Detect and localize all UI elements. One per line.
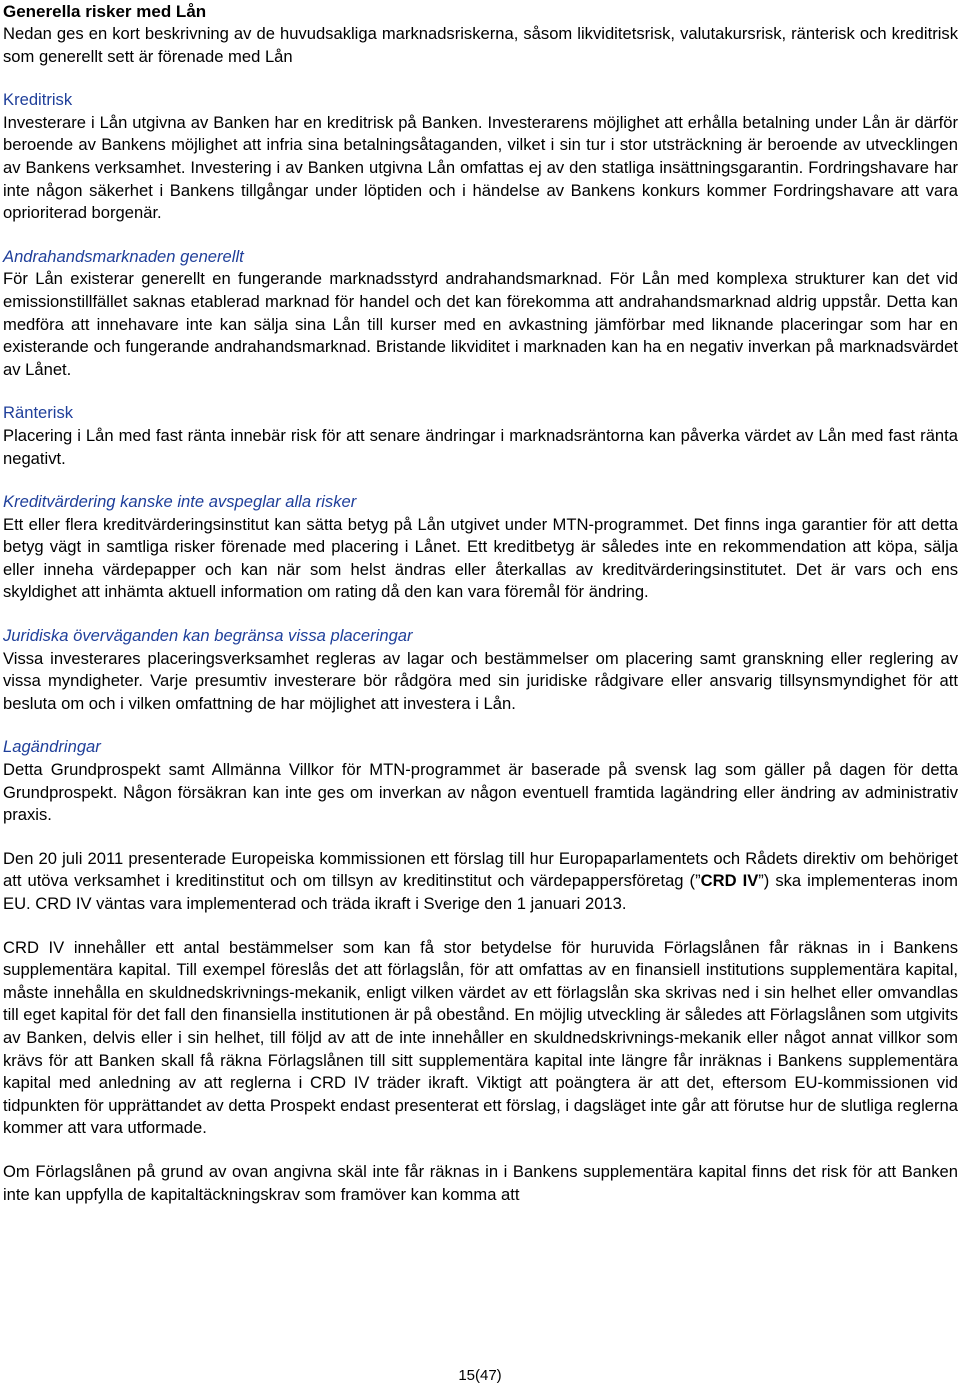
document-heading: Generella risker med Lån: [3, 2, 207, 21]
forlagslan-section: [3, 1161, 958, 1206]
crd-paragraph-start: Den 20 juli 2011 presenterade Europeiska kommissionen ett förslag till hur Europaparlamentets och Rådets direktiv om behöriget att utöva verksamhet i kreditinstitut och om tillsyn av kreditinstitut och värdepappersföretag (”: [3, 848, 958, 891]
section-body: Investerare i Lån utgivna av Banken har en kreditrisk på Banken. Investerarens möjlighet att erhålla betalning under Lån är därför beroende av Bankens möjlighet att infria sina betalningsåtaganden, vilket i sin tur i stor utsträckning är beroende av utvecklingen av Bankens verksamhet. Investering i av Banken utgivna Lån omfattas ej av den statliga insättningsgarantin. Fordringshavare har inte någon säkerhet i Bankens tillgångar under löptiden och i händelse av Bankens konkurs kommer Fordringshavare att vara oprioriterad borgenär.: [3, 112, 958, 223]
document-page: [3, 0, 958, 1206]
crd-paragraph: [3, 848, 958, 916]
section-title: Andrahandsmarknaden generellt: [3, 246, 244, 266]
section-body: Placering i Lån med fast ränta innebär risk för att senare ändringar i marknadsräntorna kan påverka värdet av Lån med fast ränta negativt.: [3, 425, 958, 468]
intro-paragraph: Nedan ges en kort beskrivning av de huvudsakliga marknadsriskerna, såsom likviditetsrisk, valutakursrisk, ränterisk och kreditrisk som generellt sett är förenade med Lån: [3, 24, 958, 66]
crd-impact-section: [3, 937, 958, 1140]
section-andrahandsmarknaden: [3, 246, 958, 382]
section-body: För Lån existerar generellt en fungerande marknadsstyrd andrahandsmarknad. För Lån med komplexa strukturer kan det vid emissionstillfället saknas etablerad marknad för handel och det kan förekomma att andrahandsmarknad aldrig uppstår. Detta kan medföra att innehavare inte kan sälja sina Lån till kurser med en avkastning jämförbar med liknande placeringar som har en existerande och fungerande andrahandsmarknad. Bristande likviditet i marknaden kan ha en negativ inverkan på marknadsvärdet av Lånet.: [3, 269, 958, 379]
body-paragraph: Om Förlagslånen på grund av ovan angivna skäl inte får räknas in i Bankens supplementära kapital finns det risk för att Banken inte kan uppfylla de kapitaltäckningskrav som framöver kan komma att: [3, 1161, 958, 1204]
section-body: Vissa investerares placeringsverksamhet regleras av lagar och bestämmelser om placering samt granskning eller reglering av vissa myndigheter. Varje presumtiv investerare bör rådgöra med sin juridiske rådgivare eller ansvarig tillsynsmyndighet för att besluta om och i vilken omfattning de har möjlighet att investera i Lån.: [3, 648, 958, 713]
crd-paragraph-end: ”) ska implementeras inom EU. CRD IV väntas vara implementerad och träda ikraft i Sverige den 1 januari 2013.: [3, 871, 958, 913]
body-paragraph: CRD IV innehåller ett antal bestämmelser som kan få stor betydelse för huruvida Förlagslånen får räknas in i Bankens supplementära kapital. Till exempel föreslås det att förlagslån, för att omfattas av en finansiell institutions supplementära kapital, måste innehålla en skuldnedskrivnings-mekanik, enligt vilken värdet av ett förlagslån ska skrivas ned i sin helhet eller omvandlas till eget kapital för det fall den finansiella institutionen är på obestånd. En möjlig utveckling är således att Förlagslånen som utgivits av Banken, delvis eller i sin helhet, till följd av att de inte innehåller en skuldnedskrivnings-mekanik eller något annat villkor som krävs för att Banken skall få räkna Förlagslånen till sitt supplementära kapital inte längre får inräknas i Bankens supplementära kapital med anledning av att reglerna i CRD IV träder ikraft. Viktigt att poängtera är att det, eftersom EU-kommissionen vid tidpunkten för upprättandet av detta Prospekt endast presenterat ett förslag, i dagsläget inte går att förutse hur de slutliga reglerna kommer att vara utformade.: [3, 937, 958, 1138]
section-body: Detta Grundprospekt samt Allmänna Villkor för MTN-programmet är baserade på svensk lag som gäller på dagen för detta Grundprospekt. Någon försäkran kan inte ges om inverkan av någon eventuell framtida lagändring eller ändring av administrativ praxis.: [3, 760, 958, 825]
section-kreditvardering: [3, 491, 958, 604]
section-title: Lagändringar: [3, 737, 101, 757]
section-title: Ränterisk: [3, 403, 74, 423]
section-title: Juridiska överväganden kan begränsa vissa placeringar: [3, 626, 413, 646]
crd-section: [3, 848, 958, 916]
section-ranterisk: [3, 402, 958, 470]
section-body: Ett eller flera kreditvärderingsinstitut kan sätta betyg på Lån utgivet under MTN-programmet. Det finns inga garantier för att detta betyg vägt in samtliga risker förenade med placering i Lånet. Ett kreditbetyg är således inte en rekommendation att köpa, sälja eller inneha värdepapper och kan när som helst ändras eller återkallas av kreditvärderingsinstitutet. Det är vars och ens skyldighet att inhämta aktuell information om rating då den kan vara föremål för ändring.: [3, 514, 958, 602]
section-title: Kreditrisk: [3, 90, 73, 110]
section-juridiska: [3, 625, 958, 715]
section-lagandringar: [3, 736, 958, 826]
section-title: Kreditvärdering kanske inte avspeglar alla risker: [3, 492, 357, 512]
section-kreditrisk: [3, 89, 958, 225]
page-number: 15(47): [458, 1367, 502, 1384]
crd-iv-term: CRD IV: [700, 871, 759, 891]
